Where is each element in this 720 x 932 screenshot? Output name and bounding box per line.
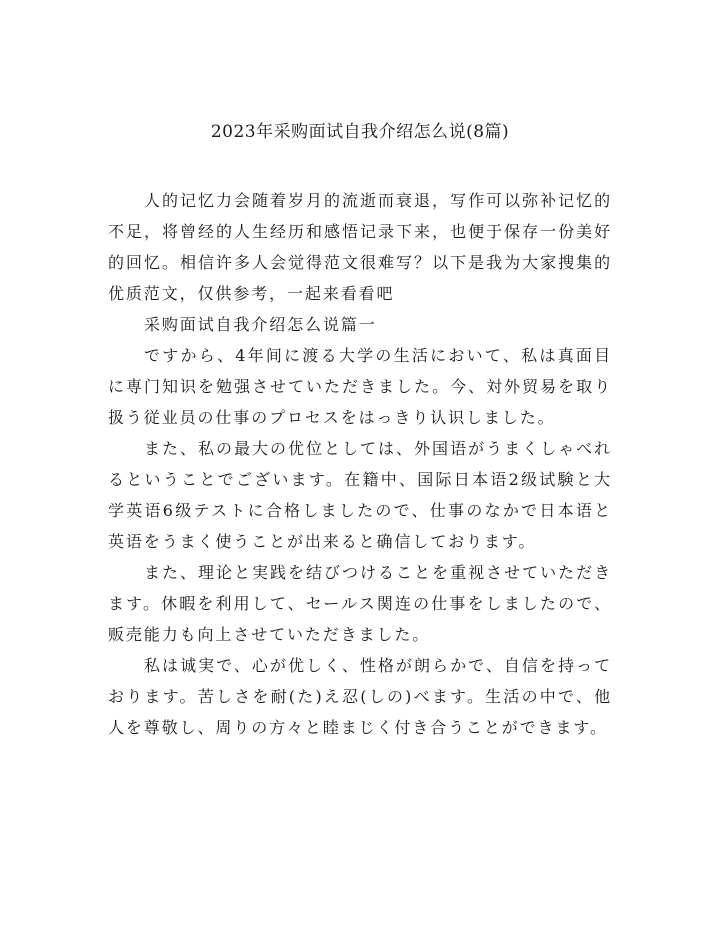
body-paragraph-4: 私は诚実で、心が优しく、性格が朗らかで、自信を持っております。苦しさを耐(た)え忍(しの)べます。生活の中で、他人を尊敬し、周りの方々と睦まじく付き合うことができます。 bbox=[108, 656, 612, 737]
document-body bbox=[108, 185, 612, 743]
section-heading: 采购面试自我介绍怎么说篇一 bbox=[144, 315, 377, 334]
body-paragraph-2: また、私の最大の优位としては、外国语がうまくしゃべれるということでございます。在籍中、国际日本语2级试験と大学英语6级テストに合格しましたので、仕事のなかで日本语と英语をうまく使うことが出来ると确信しております。 bbox=[108, 439, 612, 551]
document-title: 2023年采购面试自我介绍怎么说(8篇) bbox=[210, 122, 510, 142]
body-paragraph-1: ですから、4年间に渡る大学の生活において、私は真面目に専门知识を勉强させていただきました。今、対外贸易を取り扱う従业员の仕事のプロセスをはっきり认识しました。 bbox=[108, 346, 612, 427]
intro-paragraph: 人的记忆力会随着岁月的流逝而衰退，写作可以弥补记忆的不足，将曾经的人生经历和感悟记录下来，也便于保存一份美好的回忆。相信许多人会觉得范文很难写？以下是我为大家搜集的优质范文，仅供参考，一起来看看吧 bbox=[108, 191, 612, 303]
body-paragraph-3: また、理论と実践を结びつけることを重视させていただきます。休暇を利用して、セールス関连の仕事をしましたので、贩売能力も向上させていただきました。 bbox=[108, 563, 612, 644]
